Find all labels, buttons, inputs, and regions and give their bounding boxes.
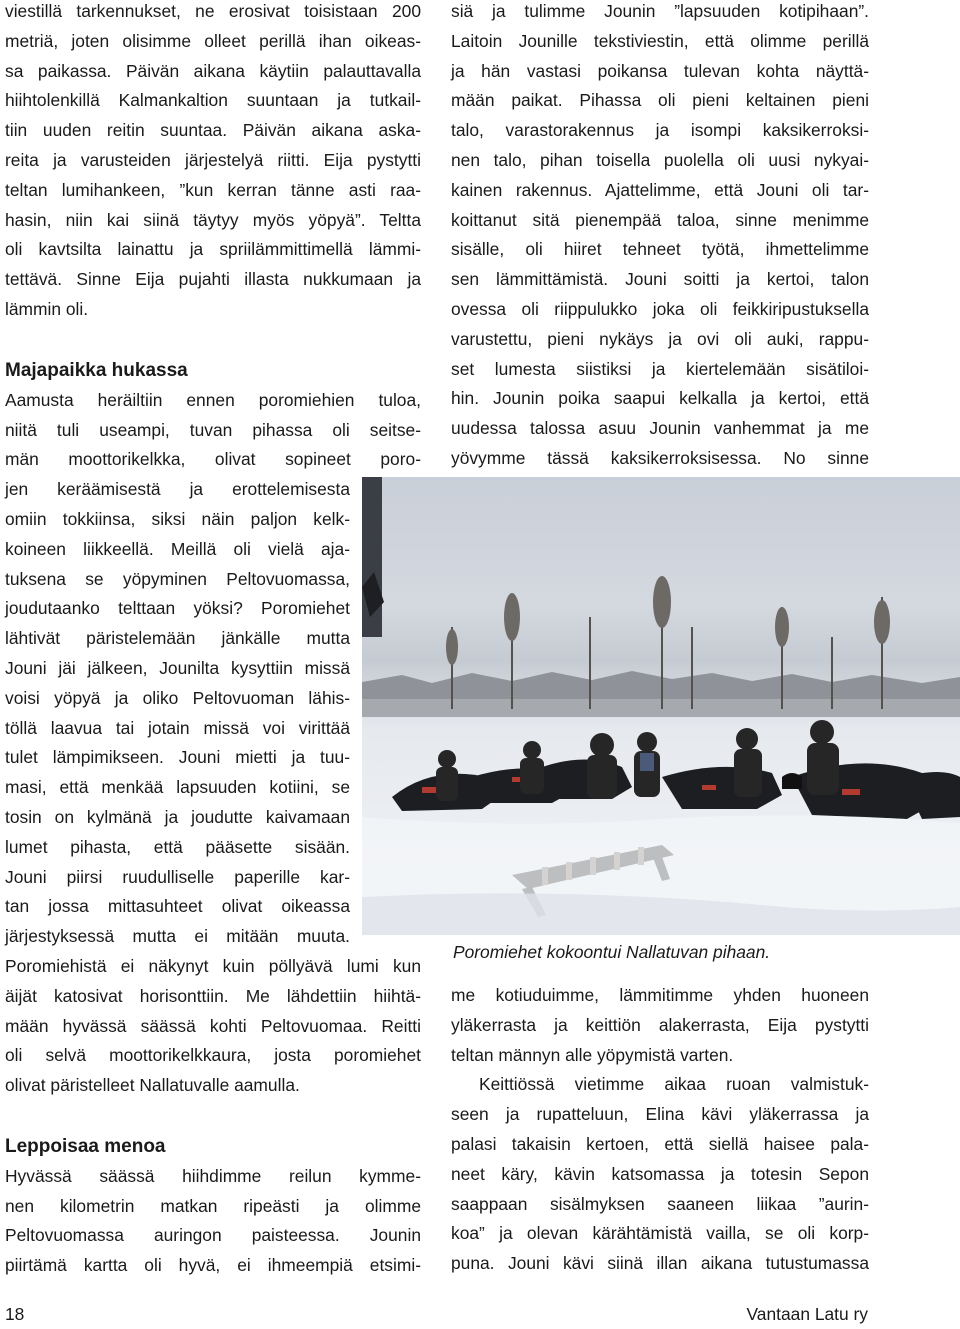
text-line: tettävä. Sinne Eija pujahti illasta nukkumaan ja	[5, 269, 421, 290]
text-line: Jouni jäi jälkeen, Jounilta kysyttiin missä	[5, 657, 350, 678]
publication-name: Vantaan Latu ry	[746, 1304, 868, 1324]
text-line: ja hän vastasi poikansa tulevan kohta näyttä-	[451, 60, 869, 81]
section-1-paragraph	[5, 386, 421, 1101]
text-line: tuksena se yöpyminen Peltovuomassa,	[5, 568, 350, 589]
text-line: masi, että menkää lapsuuden kotiini, se	[5, 777, 350, 798]
text-line: tan jossa mittasuhteet olivat oikeassa	[5, 896, 350, 917]
text-line: ovessa oli riippulukko joka oli feikkiripustuksella	[451, 298, 869, 319]
text-line: Laitoin Jounille tekstiviestin, että olimme perillä	[451, 30, 869, 51]
page-number: 18	[5, 1304, 25, 1324]
text-line: teltan männyn alle yöpymistä varten.	[451, 1044, 734, 1065]
text-line: hin. Jounin poika saapui kelkalla ja kertoi, että	[451, 388, 869, 409]
text-line: Keittiössä vietimme aikaa ruoan valmistuk-	[479, 1074, 869, 1095]
text-line: nen kilometrin matkan ripeästi ja olimme	[5, 1195, 421, 1216]
right-paragraph-2	[451, 1070, 869, 1279]
snowmobile-photo	[362, 477, 960, 935]
text-line: puna. Jouni kävi siinä illan aikana tutustumassa	[451, 1253, 869, 1274]
text-line: yövymme tässä kaksikerroksisessa. No sinne	[451, 447, 869, 468]
text-line: lumet pihasta, että pääsette sisään.	[5, 836, 350, 857]
text-line: män moottorikelkka, olivat sopineet poro-	[5, 449, 421, 470]
section-heading-leppoisaa: Leppoisaa menoa	[5, 1135, 166, 1157]
text-line: Peltovuomassa auringon paisteessa. Jounin	[5, 1225, 421, 1246]
text-line: omiin tokkiinsa, siksi näin paljon kelk-	[5, 508, 350, 529]
text-line: sen lämmittämistä. Jouni soitti ja kertoi, talon	[451, 269, 869, 290]
text-line: koa” ja olevan kärähtämistä vailla, se oli korp-	[451, 1223, 869, 1244]
left-column	[5, 0, 421, 1281]
text-line: mään hyvässä säässä kohti Peltovuomaa. Reitti	[5, 1015, 421, 1036]
text-line: sisälle, oli hiiret tehneet työtä, ihmettelimme	[451, 239, 869, 260]
text-line: sa paikassa. Päivän aikana käytiin palauttavalla	[5, 60, 421, 81]
text-line: seen ja rupatteluun, Elina kävi yläkerrassa ja	[451, 1104, 869, 1125]
text-line: mään paikat. Pihassa oli pieni keltainen pieni	[451, 90, 869, 111]
text-line: siä ja tulimme Jounin ”lapsuuden kotipihaan”.	[451, 1, 869, 21]
text-line: Aamusta heräiltiin ennen poromiehien tuloa,	[5, 389, 421, 410]
text-line: töllä laavua tai jotain missä voi virittää	[5, 717, 350, 738]
text-line: tiin uuden reitin suuntaa. Päivän aikana aska-	[5, 120, 421, 141]
text-line: uudessa talossa asuu Jounin vanhemmat ja me	[451, 418, 869, 439]
text-line: metriä, joten olisimme olleet perillä ihan oikeas-	[5, 30, 421, 51]
text-line: äijät katosivat horisonttiin. Me lähdettiin hiihtä-	[5, 985, 421, 1006]
text-line: voisi yöpyä ja oliko Peltovuoman lähis-	[5, 687, 350, 708]
text-line: Jouni piirsi ruudulliselle paperille kar-	[5, 866, 350, 887]
text-line: viestillä tarkennukset, ne erosivat toisistaan 200	[5, 1, 421, 21]
section-2-paragraph	[5, 1162, 421, 1281]
text-line: koittanut sitä pienempää taloa, sinne menimme	[451, 209, 869, 230]
text-line: piirtämä kartta oli hyvä, ei ihmeempiä etsimi-	[5, 1255, 421, 1276]
text-line: tosin on kylmänä ja joudutte kaivamaan	[5, 806, 350, 827]
text-line: set lumesta siistiksi ja kiertelemään sisätiloi-	[451, 358, 869, 379]
text-line: Poromiehistä ei näkynyt kuin pöllyävä lumi kun	[5, 955, 421, 976]
text-line: tulet lämpimikseen. Jouni mietti ja tuu-	[5, 747, 350, 768]
text-line: hiihtolenkillä Kalmankaltion suuntaan ja tutkail-	[5, 90, 421, 111]
text-line: lähtivät päristelemään jänkälle mutta	[5, 628, 350, 649]
right-column	[451, 0, 869, 474]
right-column-lower	[451, 981, 869, 1279]
text-line: lämmin oli.	[5, 298, 89, 319]
text-line: kainen rakennus. Ajattelimme, että Jouni oli tar-	[451, 179, 869, 200]
text-line: olivat päristelleet Nallatuvalle aamulla.	[5, 1075, 300, 1096]
text-line: joudutaanko telttaan yöksi? Poromiehet	[5, 598, 350, 619]
text-line: reita ja varusteiden järjestelyä riitti. Eija pystytti	[5, 149, 421, 170]
text-line: järjestyksessä mutta ei mitään muuta.	[5, 926, 350, 947]
text-line: koineen liikkeellä. Meillä oli vielä aja-	[5, 538, 350, 559]
text-line: oli kavtsilta lainattu ja spriilämmittimellä lämmi-	[5, 239, 421, 260]
text-line: Hyvässä säässä hiihdimme reilun kymme-	[5, 1165, 421, 1186]
intro-paragraph	[5, 0, 421, 325]
text-line: varustettu, pieni nykäys ja ovi oli auki, rappu-	[451, 328, 869, 349]
after-photo-paragraph	[451, 981, 869, 1070]
photo-caption: Poromiehet kokoontui Nallatuvan pihaan.	[453, 942, 771, 962]
text-line: jen keräämisestä ja erottelemisesta	[5, 479, 350, 500]
text-line: palasi takaisin kertoen, että siellä haisee pala-	[451, 1133, 869, 1154]
photo-scene	[362, 477, 960, 935]
text-line: hasin, niin kai siinä täytyy myös yöpyä”. Teltta	[5, 209, 421, 230]
section-heading-majapaikka: Majapaikka hukassa	[5, 359, 188, 381]
text-line: talo, varastorakennus ja isompi kaksikerroksi-	[451, 120, 869, 141]
text-line: nen talo, pihan toisella puolella oli uusi nykyai-	[451, 149, 869, 170]
right-top-paragraph	[451, 0, 869, 474]
text-line: teltan lumihankeen, ”kun kerran tänne asti raa-	[5, 179, 421, 200]
text-line: saappaan sisälmyksen saaneen liikaa ”aurin-	[451, 1193, 869, 1214]
text-line: me kotiuduimme, lämmitimme yhden huoneen	[451, 985, 869, 1005]
text-line: niitä tuli useampi, tuvan pihassa oli seitse-	[5, 419, 421, 440]
text-line: neet käry, kävin katsomassa ja totesin Sepon	[451, 1163, 869, 1184]
text-line: yläkerrasta ja keittiön alakerrasta, Eija pystytti	[451, 1014, 869, 1035]
text-line: oli selvä moottorikelkkaura, josta poromiehet	[5, 1045, 421, 1066]
